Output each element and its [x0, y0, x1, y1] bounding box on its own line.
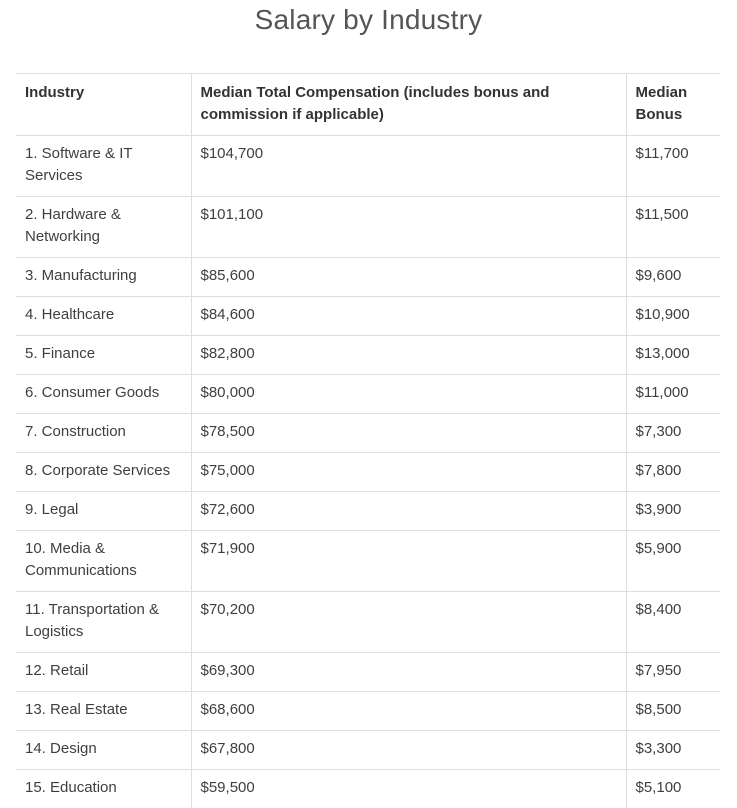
- bonus-cell: $5,100: [626, 770, 720, 808]
- page-title: Salary by Industry: [0, 0, 737, 44]
- bonus-cell: $13,000: [626, 336, 720, 375]
- table-row: [16, 592, 720, 653]
- table-row: [16, 375, 720, 414]
- compensation-cell: $78,500: [191, 414, 626, 453]
- industry-cell: 13. Real Estate: [16, 692, 191, 731]
- industry-cell: 12. Retail: [16, 653, 191, 692]
- table-row: [16, 531, 720, 592]
- table-row: [16, 492, 720, 531]
- table-row: [16, 770, 720, 808]
- compensation-cell: $80,000: [191, 375, 626, 414]
- industry-cell: 15. Education: [16, 770, 191, 808]
- table-row: [16, 336, 720, 375]
- industry-cell: 11. Transportation & Logistics: [16, 592, 191, 653]
- industry-cell: 9. Legal: [16, 492, 191, 531]
- industry-cell: 4. Healthcare: [16, 297, 191, 336]
- bonus-cell: $11,000: [626, 375, 720, 414]
- table-row: [16, 197, 720, 258]
- table-row: [16, 653, 720, 692]
- header-median-bonus: Median Bonus: [626, 74, 720, 136]
- industry-cell: 14. Design: [16, 731, 191, 770]
- industry-cell: 3. Manufacturing: [16, 258, 191, 297]
- table-row: [16, 453, 720, 492]
- header-median-total-compensation: Median Total Compensation (includes bonus and commission if applicable): [191, 74, 626, 136]
- compensation-cell: $82,800: [191, 336, 626, 375]
- table-row: [16, 692, 720, 731]
- bonus-cell: $7,950: [626, 653, 720, 692]
- bonus-cell: $8,500: [626, 692, 720, 731]
- compensation-cell: $69,300: [191, 653, 626, 692]
- table-row: [16, 731, 720, 770]
- compensation-cell: $101,100: [191, 197, 626, 258]
- bonus-cell: $7,800: [626, 453, 720, 492]
- table-row: [16, 136, 720, 197]
- bonus-cell: $11,700: [626, 136, 720, 197]
- compensation-cell: $85,600: [191, 258, 626, 297]
- salary-table: [16, 73, 720, 808]
- header-industry: Industry: [16, 74, 191, 136]
- compensation-cell: $75,000: [191, 453, 626, 492]
- industry-cell: 7. Construction: [16, 414, 191, 453]
- compensation-cell: $59,500: [191, 770, 626, 808]
- bonus-cell: $3,900: [626, 492, 720, 531]
- bonus-cell: $10,900: [626, 297, 720, 336]
- industry-cell: 6. Consumer Goods: [16, 375, 191, 414]
- compensation-cell: $84,600: [191, 297, 626, 336]
- industry-cell: 2. Hardware & Networking: [16, 197, 191, 258]
- compensation-cell: $70,200: [191, 592, 626, 653]
- bonus-cell: $3,300: [626, 731, 720, 770]
- table-row: [16, 258, 720, 297]
- table-row: [16, 297, 720, 336]
- compensation-cell: $67,800: [191, 731, 626, 770]
- compensation-cell: $71,900: [191, 531, 626, 592]
- bonus-cell: $7,300: [626, 414, 720, 453]
- compensation-cell: $72,600: [191, 492, 626, 531]
- table-row: [16, 414, 720, 453]
- industry-cell: 10. Media & Communications: [16, 531, 191, 592]
- bonus-cell: $8,400: [626, 592, 720, 653]
- compensation-cell: $104,700: [191, 136, 626, 197]
- industry-cell: 8. Corporate Services: [16, 453, 191, 492]
- compensation-cell: $68,600: [191, 692, 626, 731]
- bonus-cell: $5,900: [626, 531, 720, 592]
- bonus-cell: $11,500: [626, 197, 720, 258]
- industry-cell: 5. Finance: [16, 336, 191, 375]
- bonus-cell: $9,600: [626, 258, 720, 297]
- table-header-row: [16, 74, 720, 136]
- industry-cell: 1. Software & IT Services: [16, 136, 191, 197]
